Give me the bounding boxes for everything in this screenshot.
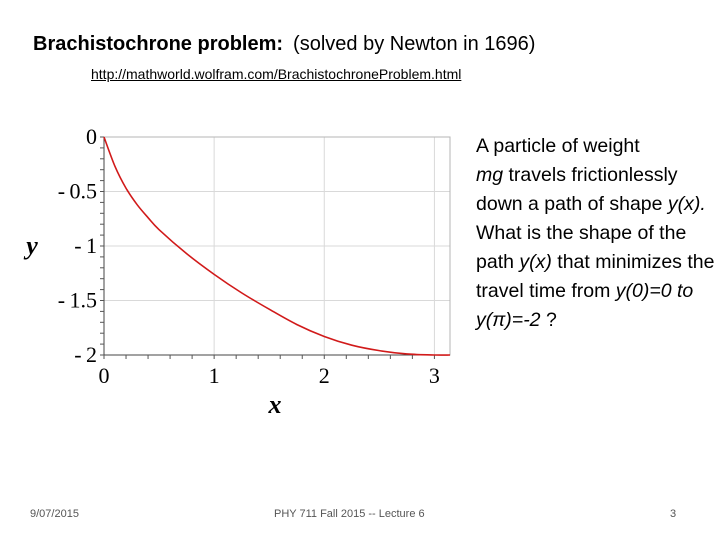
desc-question: What is the shape of the path: [476, 222, 687, 273]
desc-line1: A particle of weight: [476, 135, 640, 157]
grid: [104, 137, 450, 355]
tick-labels: [23, 124, 440, 419]
y-tick-label: - 2: [74, 342, 97, 367]
x-axis-label: x: [268, 390, 282, 419]
x-tick-label: 1: [208, 363, 220, 388]
y-axis-label: y: [26, 231, 38, 260]
title-rest: (solved by Newton in 1696): [293, 33, 536, 55]
title-bold: Brachistochrone problem:: [33, 33, 284, 55]
x-tick-label: 2: [318, 363, 330, 388]
axes: [100, 137, 450, 359]
desc-qmark: ?: [540, 309, 557, 331]
desc-travels: travels frictionlessly down a path of shape: [476, 164, 678, 215]
y-tick-label: - 0.5: [57, 178, 97, 204]
y-tick-label: - 1.5: [57, 287, 97, 313]
footer-date: 9/07/2015: [30, 508, 79, 520]
desc-minimizes: that minimizes the travel time from: [476, 251, 715, 302]
y-tick-label: 0: [86, 124, 97, 149]
desc-yx2: y(x): [519, 251, 552, 273]
footer-page-number: 3: [670, 508, 677, 520]
y-tick-label: - 1: [74, 233, 97, 258]
footer-course: PHY 711 Fall 2015 -- Lecture 6: [274, 508, 425, 520]
desc-mg: mg: [476, 164, 504, 186]
desc-condition: y(0)=0 to y(π)=-2: [476, 280, 694, 331]
problem-description: [476, 132, 716, 335]
desc-yx: y(x).: [667, 193, 706, 215]
x-tick-label: 3: [428, 363, 440, 388]
mathworld-link[interactable]: http://mathworld.wolfram.com/BrachistochroneProblem.html: [91, 66, 462, 82]
x-tick-label: 0: [98, 363, 110, 388]
